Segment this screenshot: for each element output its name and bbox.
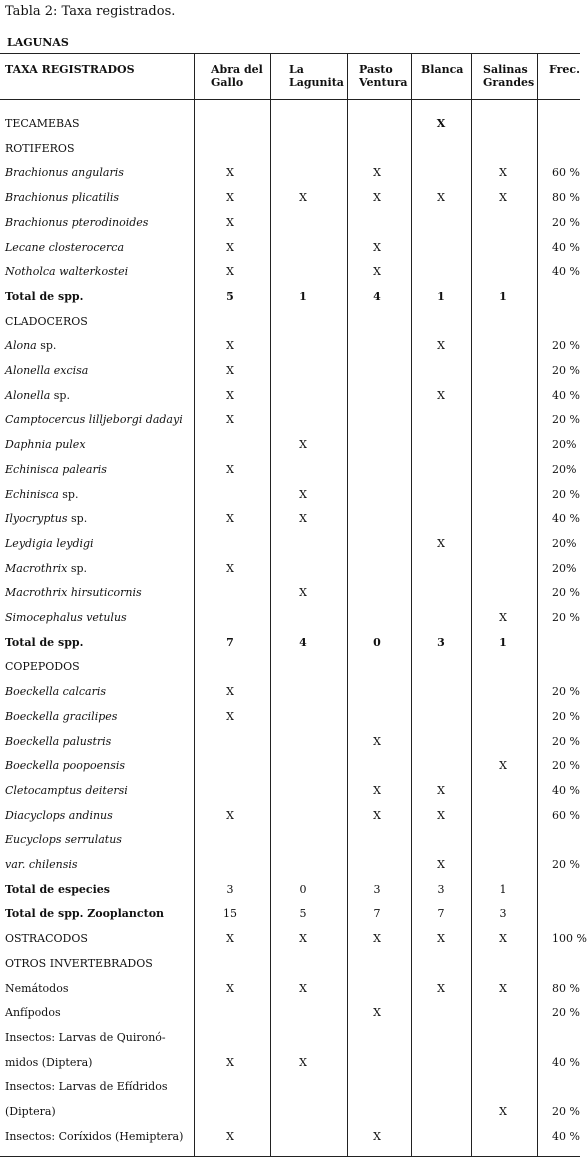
cell-abra-del-gallo: 3 [226,882,234,896]
cell-salinas-grandes: X [499,191,507,205]
taxon-name: midos (Diptera) [5,1055,93,1069]
cell-frecuencia: 40 % [552,1129,580,1143]
cell-abra-del-gallo: 5 [226,289,234,303]
cell-abra-del-gallo: X [226,339,234,353]
taxon-name: Ilyocryptus sp. [5,512,88,526]
column-divider [270,53,271,1157]
cell-abra-del-gallo: X [226,364,234,377]
taxon-name: Camptocercus lilljeborgi dadayi [5,413,183,427]
cell-abra-del-gallo: X [226,932,234,946]
cell-pasto-ventura: 3 [373,882,381,896]
taxon-name: Brachionus angularis [5,166,124,180]
cell-blanca: 3 [437,882,445,896]
cell-frecuencia: 20% [552,561,577,575]
column-divider [411,53,412,1157]
cell-pasto-ventura: X [373,1006,381,1020]
cell-blanca: X [437,339,445,353]
cell-frecuencia: 40 % [552,1055,580,1069]
header-taxa: TAXA REGISTRADOS [5,63,135,76]
cell-frecuencia: 40 % [552,783,580,797]
taxon-name: Boeckella poopoensis [5,759,125,773]
taxon-name: Boeckella palustris [5,734,112,748]
cell-abra-del-gallo: X [226,981,234,995]
taxon-name: Daphnia pulex [5,438,86,452]
cell-frecuencia: 80 % [552,191,580,205]
top-rule [0,53,580,54]
taxon-name: Total de spp. [5,289,84,303]
taxon-name: Total de spp. Zooplancton [5,907,165,921]
cell-la-lagunita: X [299,487,307,501]
cell-salinas-grandes: X [499,166,507,180]
column-divider [471,53,472,1157]
cell-abra-del-gallo: X [226,191,234,205]
cell-abra-del-gallo: X [226,413,234,427]
cell-blanca: X [437,783,445,797]
cell-abra-del-gallo: 15 [223,907,237,921]
taxon-name: Macrothrix hirsuticornis [5,586,142,600]
header-rule [0,99,580,100]
cell-abra-del-gallo: X [226,388,234,402]
table-caption: Tabla 2: Taxa registrados. [5,4,176,19]
cell-frecuencia: 100 % [552,932,587,946]
cell-pasto-ventura: 4 [373,289,381,303]
cell-abra-del-gallo: X [226,240,234,254]
cell-frecuencia: 20 % [552,364,580,377]
taxon-name: Echinisca sp. [5,487,79,501]
cell-la-lagunita: 1 [299,289,307,303]
header-la-lagunita: La Lagunita [289,63,344,89]
taxon-name: Brachionus plicatilis [5,191,120,205]
cell-frecuencia: 20 % [552,487,580,501]
taxon-name: Insectos: Coríxidos (Hemiptera) [5,1129,184,1143]
taxon-name: Diacyclops andinus [5,808,113,822]
header-salinas-grandes: Salinas Grandes [483,63,535,89]
taxon-name: OSTRACODOS [5,932,88,946]
cell-frecuencia: 20 % [552,215,580,229]
cell-la-lagunita: 5 [299,907,307,921]
taxon-name: var. chilensis [5,858,78,871]
cell-frecuencia: 20 % [552,339,580,353]
cell-frecuencia: 20 % [552,858,580,871]
cell-la-lagunita: X [299,586,307,600]
cell-salinas-grandes: 1 [499,882,507,896]
cell-frecuencia: 20 % [552,586,580,600]
cell-blanca: X [437,388,445,402]
taxon-name: Boeckella gracilipes [5,709,118,723]
taxon-name: Insectos: Larvas de Quironó- [5,1030,166,1044]
cell-blanca: X [437,981,445,995]
cell-salinas-grandes: X [499,932,507,946]
cell-salinas-grandes: X [499,759,507,773]
header-frec: Frec. [549,63,580,76]
taxon-name: OTROS INVERTEBRADOS [5,956,153,970]
cell-salinas-grandes: 1 [499,635,507,649]
taxon-name: Alonella excisa [5,364,89,377]
cell-abra-del-gallo: X [226,215,234,229]
cell-abra-del-gallo: X [226,166,234,180]
column-divider [194,53,195,1157]
cell-frecuencia: 80 % [552,981,580,995]
cell-abra-del-gallo: X [226,1055,234,1069]
cell-la-lagunita: X [299,1055,307,1069]
taxon-name: Leydigia leydigi [5,536,94,550]
taxon-name: (Diptera) [5,1105,56,1118]
taxon-name: Eucyclops serrulatus [5,833,122,847]
cell-frecuencia: 20 % [552,709,580,723]
cell-pasto-ventura: X [373,240,381,254]
cell-salinas-grandes: X [499,1105,507,1118]
cell-pasto-ventura: X [373,808,381,822]
cell-blanca: 3 [437,635,445,649]
cell-abra-del-gallo: 7 [226,635,234,649]
cell-frecuencia: 40 % [552,240,580,254]
column-divider [347,53,348,1157]
column-divider [537,53,538,1157]
cell-frecuencia: 20 % [552,685,580,699]
taxon-name: Simocephalus vetulus [5,611,127,624]
cell-abra-del-gallo: X [226,808,234,822]
cell-pasto-ventura: X [373,191,381,205]
cell-la-lagunita: X [299,438,307,452]
taxon-name: Notholca walterkostei [5,265,129,279]
cell-la-lagunita: X [299,191,307,205]
taxon-name: Cletocamptus deitersi [5,783,128,797]
cell-pasto-ventura: X [373,166,381,180]
cell-pasto-ventura: X [373,1129,381,1143]
cell-abra-del-gallo: X [226,685,234,699]
cell-blanca: X [437,858,445,871]
cell-la-lagunita: X [299,512,307,526]
cell-abra-del-gallo: X [226,1129,234,1143]
cell-frecuencia: 60 % [552,808,580,822]
cell-pasto-ventura: 0 [373,635,381,649]
cell-la-lagunita: 4 [299,635,307,649]
group-label: LAGUNAS [7,36,69,49]
cell-frecuencia: 40 % [552,265,580,279]
cell-frecuencia: 20% [552,438,577,452]
cell-la-lagunita: 0 [299,882,307,896]
cell-frecuencia: 40 % [552,512,580,526]
cell-la-lagunita: X [299,981,307,995]
taxon-name: Total de spp. [5,635,84,649]
cell-abra-del-gallo: X [226,561,234,575]
header-pasto-ventura: Pasto Ventura [359,63,408,89]
taxon-name: COPEPODOS [5,660,80,674]
cell-frecuencia: 20 % [552,734,580,748]
bottom-rule [0,1156,580,1157]
cell-frecuencia: 20% [552,536,577,550]
cell-frecuencia: 20 % [552,611,580,624]
cell-frecuencia: 20 % [552,1105,580,1118]
cell-salinas-grandes: X [499,611,507,624]
cell-blanca: X [437,191,445,205]
cell-abra-del-gallo: X [226,512,234,526]
taxon-name: Boeckella calcaris [5,685,107,699]
taxon-name: Anfípodos [5,1006,61,1020]
cell-frecuencia: 20% [552,462,577,476]
taxa-table [0,53,587,1157]
cell-salinas-grandes: 1 [499,289,507,303]
cell-pasto-ventura: X [373,783,381,797]
taxon-name: ROTIFEROS [5,141,75,155]
taxon-name: CLADOCEROS [5,314,88,328]
taxon-name: Brachionus pterodinoides [5,215,149,229]
cell-frecuencia: 20 % [552,1006,580,1020]
cell-abra-del-gallo: X [226,462,234,476]
taxon-name: Lecane closterocerca [5,240,125,254]
cell-pasto-ventura: X [373,734,381,748]
header-blanca: Blanca [421,63,464,76]
cell-salinas-grandes: X [499,981,507,995]
cell-blanca: 1 [437,289,445,303]
taxon-name: Alona sp. [5,339,57,353]
taxon-name: Insectos: Larvas de Efídridos [5,1080,168,1094]
cell-frecuencia: 60 % [552,166,580,180]
cell-abra-del-gallo: X [226,265,234,279]
cell-blanca: X [437,808,445,822]
taxon-name: Macrothrix sp. [5,561,88,575]
taxon-name: Echinisca palearis [5,462,107,476]
cell-salinas-grandes: 3 [499,907,507,921]
cell-blanca: X [437,932,445,946]
taxon-name: Alonella sp. [5,388,70,402]
cell-pasto-ventura: X [373,265,381,279]
taxon-name: TECAMEBAS [5,117,80,130]
cell-frecuencia: 20 % [552,759,580,773]
cell-frecuencia: 40 % [552,388,580,402]
taxon-name: Total de especies [5,882,110,896]
cell-blanca: 7 [437,907,445,921]
cell-frecuencia: 20 % [552,413,580,427]
cell-pasto-ventura: X [373,932,381,946]
cell-la-lagunita: X [299,932,307,946]
cell-blanca: X [436,117,446,130]
cell-abra-del-gallo: X [226,709,234,723]
cell-pasto-ventura: 7 [373,907,381,921]
header-abra-del-gallo: Abra del Gallo [211,63,263,89]
taxon-name: Nemátodos [5,981,69,995]
cell-blanca: X [437,536,445,550]
